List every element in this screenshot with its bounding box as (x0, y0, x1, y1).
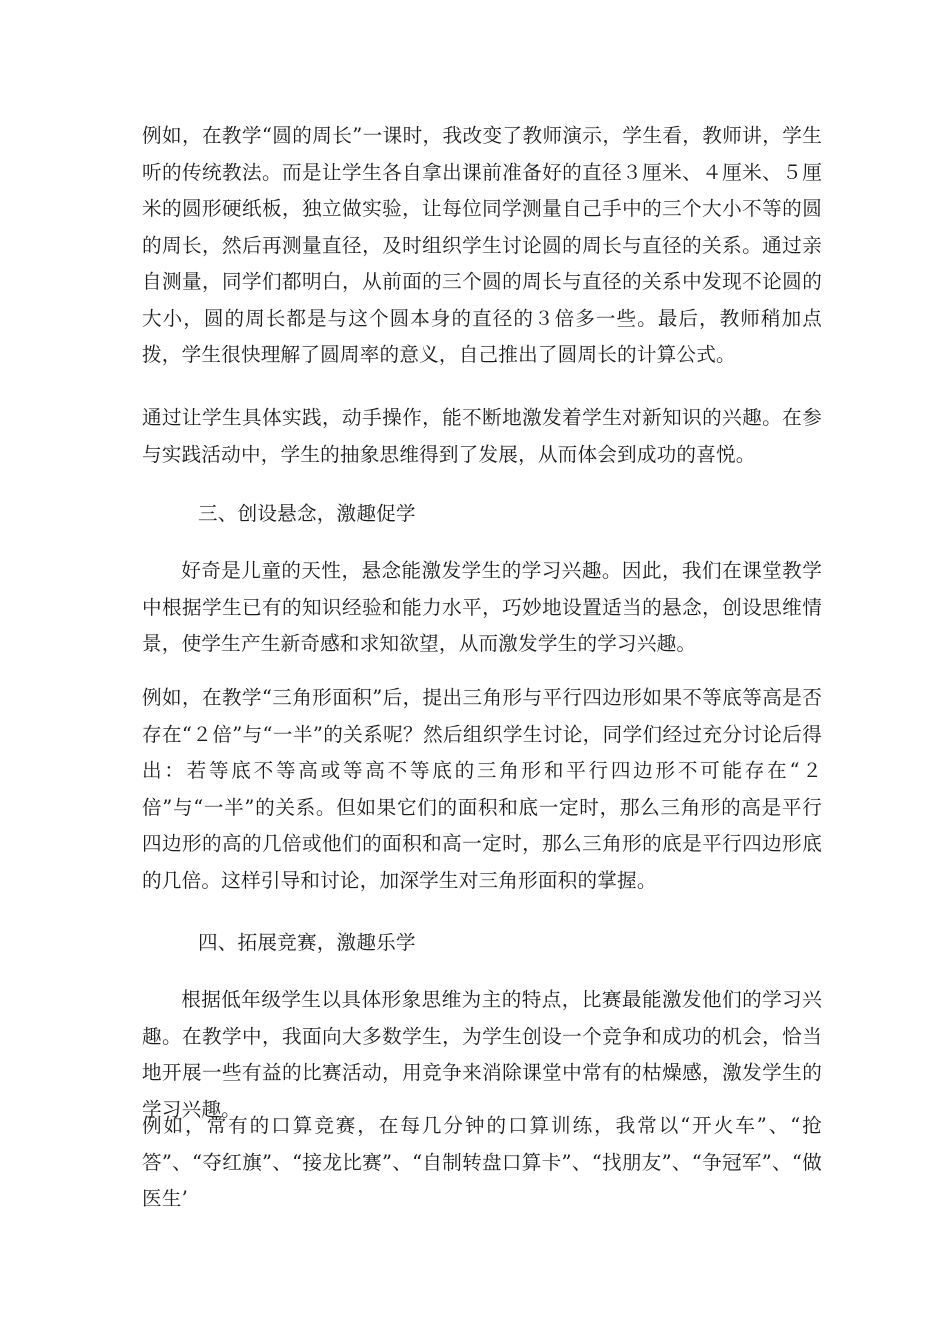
section-heading-3: 三、创设悬念，激趣促学 (198, 502, 416, 525)
section-heading-4: 四、拓展竞赛，激趣乐学 (198, 931, 416, 954)
paragraph-practice-interest: 通过让学生具体实践，动手操作，能不断地激发着学生对新知识的兴趣。在参与实践活动中，学生的抽象思维得到了发展，从而体会到成功的喜悦。 (142, 406, 822, 466)
paragraph-competition: 根据低年级学生以具体形象思维为主的特点，比赛最能激发他们的学习兴趣。在教学中，我面向大多数学生，为学生创设一个竞争和成功的机会，恰当地开展一些有益的比赛活动，用竞争来消除课堂中常有的枯燥感，激发学生的学习兴趣。 (142, 988, 822, 1121)
paragraph-circle-circumference-example: 例如，在教学“圆的周长”一课时，我改变了教师演示，学生看，教师讲，学生听的传统教法。而是让学生各自拿出课前准备好的直径３厘米、４厘米、５厘米的圆形硬纸板，独立做实验，让每位同学测量自己手中的三个大小不等的圆的周长，然后再测量直径，及时组织学生讨论圆的周长与直径的关系。通过亲自测量，同学们都明白，从前面的三个圆的周长与直径的关系中发现不论圆的大小，圆的周长都是与这个圆本身的直径的３倍多一些。最后，教师稍加点拨，学生很快理解了圆周率的意义，自己推出了圆周长的计算公式。 (142, 124, 822, 366)
paragraph-oral-calculation-example: 例如，常有的口算竞赛，在每几分钟的口算训练，我常以“开火车”、“抢答”、“夺红旗”、“接龙比赛”、“自制转盘口算卡”、“找朋友”、“争冠军”、“做医生’ (142, 1114, 822, 1210)
paragraph-suspense: 好奇是儿童的天性，悬念能激发学生的学习兴趣。因此，我们在课堂教学中根据学生已有的知识经验和能力水平，巧妙地设置适当的悬念，创设思维情景，使学生产生新奇感和求知欲望，从而激发学生的学习兴趣。 (142, 559, 822, 655)
paragraph-triangle-area-example: 例如，在教学“三角形面积”后，提出三角形与平行四边形如果不等底等高是否存在“２倍”与“一半”的关系呢？然后组织学生讨论，同学们经过充分讨论后得出：若等底不等高或等高不等底的三角形和平行四边形不可能存在“２倍”与“一半”的关系。但如果它们的面积和底一定时，那么三角形的高是平行四边形的高的几倍或他们的面积和高一定时，那么三角形的底是平行四边形底的几倍。这样引导和讨论，加深学生对三角形面积的掌握。 (142, 686, 822, 892)
